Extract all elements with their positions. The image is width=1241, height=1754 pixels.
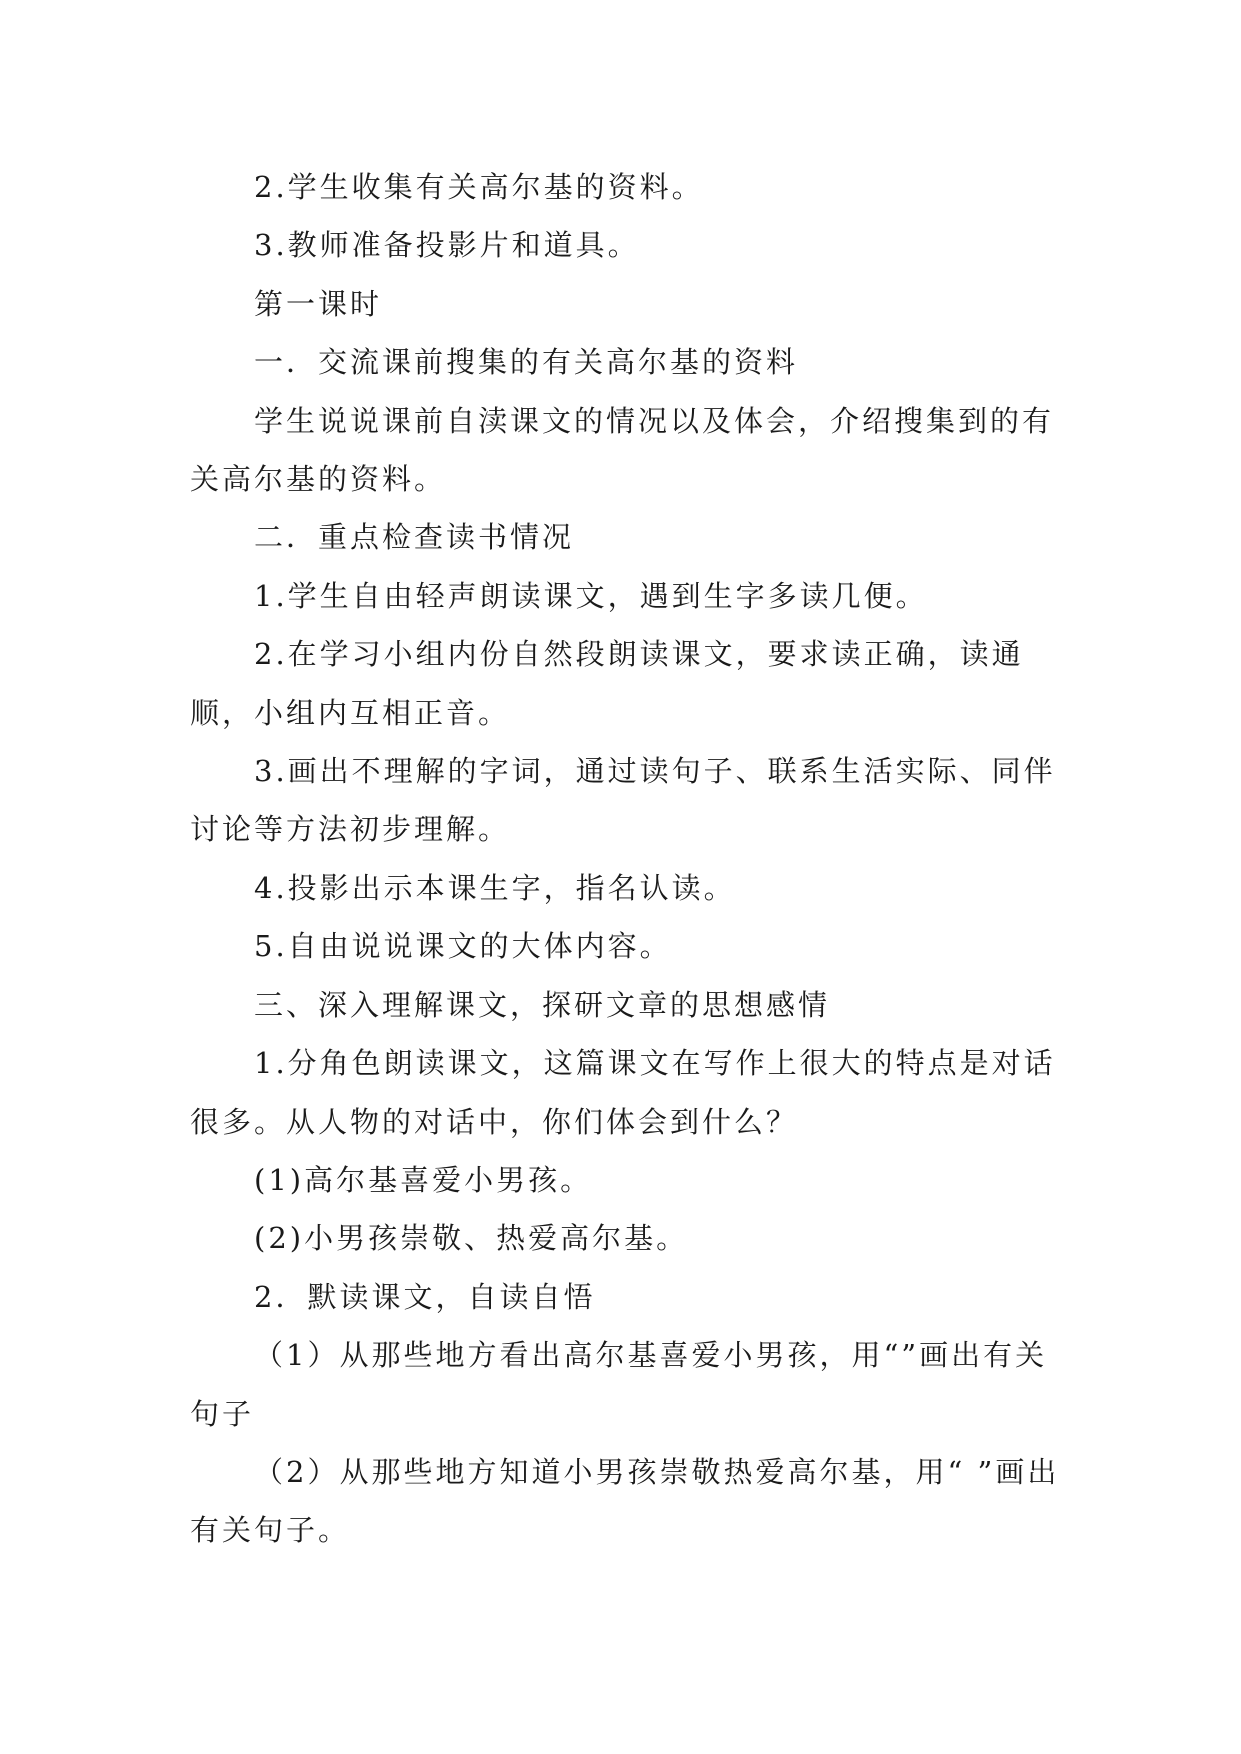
section-heading: 二．重点检查读书情况 bbox=[254, 520, 575, 555]
paragraph: 2．默读课文，自读自悟 bbox=[254, 1279, 596, 1314]
paragraph: （2）从那些地方知道小男孩崇敬热爱高尔基，用“ ”画出有关句子。 bbox=[190, 1454, 1060, 1548]
section-heading: 三、深入理解课文，探研文章的思想感情 bbox=[254, 987, 831, 1022]
document-body bbox=[190, 158, 1060, 1560]
section-heading: 第一课时 bbox=[254, 286, 383, 321]
paragraph: 5.自由说说课文的大体内容。 bbox=[254, 929, 672, 964]
paragraph: 2.在学习小组内份自然段朗读课文，要求读正确，读通顺，小组内互相正音。 bbox=[190, 637, 1024, 730]
paragraph: 4.投影出示本课生字，指名认读。 bbox=[254, 870, 736, 905]
paragraph: 2.学生收集有关高尔基的资料。 bbox=[254, 170, 704, 204]
paragraph: 学生说说课前自渎课文的情况以及体会，介绍搜集到的有关高尔基的资料。 bbox=[190, 403, 1055, 497]
paragraph: 3.教师准备投影片和道具。 bbox=[254, 228, 640, 263]
paragraph: （1）从那些地方看出高尔基喜爱小男孩，用“”画出有关句子 bbox=[190, 1338, 1048, 1431]
paragraph: 1.学生自由轻声朗读课文，遇到生字多读几便。 bbox=[254, 578, 928, 613]
paragraph: 3.画出不理解的字词，通过读句子、联系生活实际、同伴讨论等方法初步理解。 bbox=[190, 754, 1056, 847]
paragraph: (2)小男孩崇敬、热爱高尔基。 bbox=[254, 1221, 689, 1256]
paragraph: 1.分角色朗读课文，这篇课文在写作上很大的特点是对话很多。从人物的对话中，你们体会到什么？ bbox=[190, 1046, 1056, 1139]
paragraph: (1)高尔基喜爱小男孩。 bbox=[254, 1162, 593, 1197]
section-heading: 一．交流课前搜集的有关高尔基的资料 bbox=[254, 345, 799, 380]
